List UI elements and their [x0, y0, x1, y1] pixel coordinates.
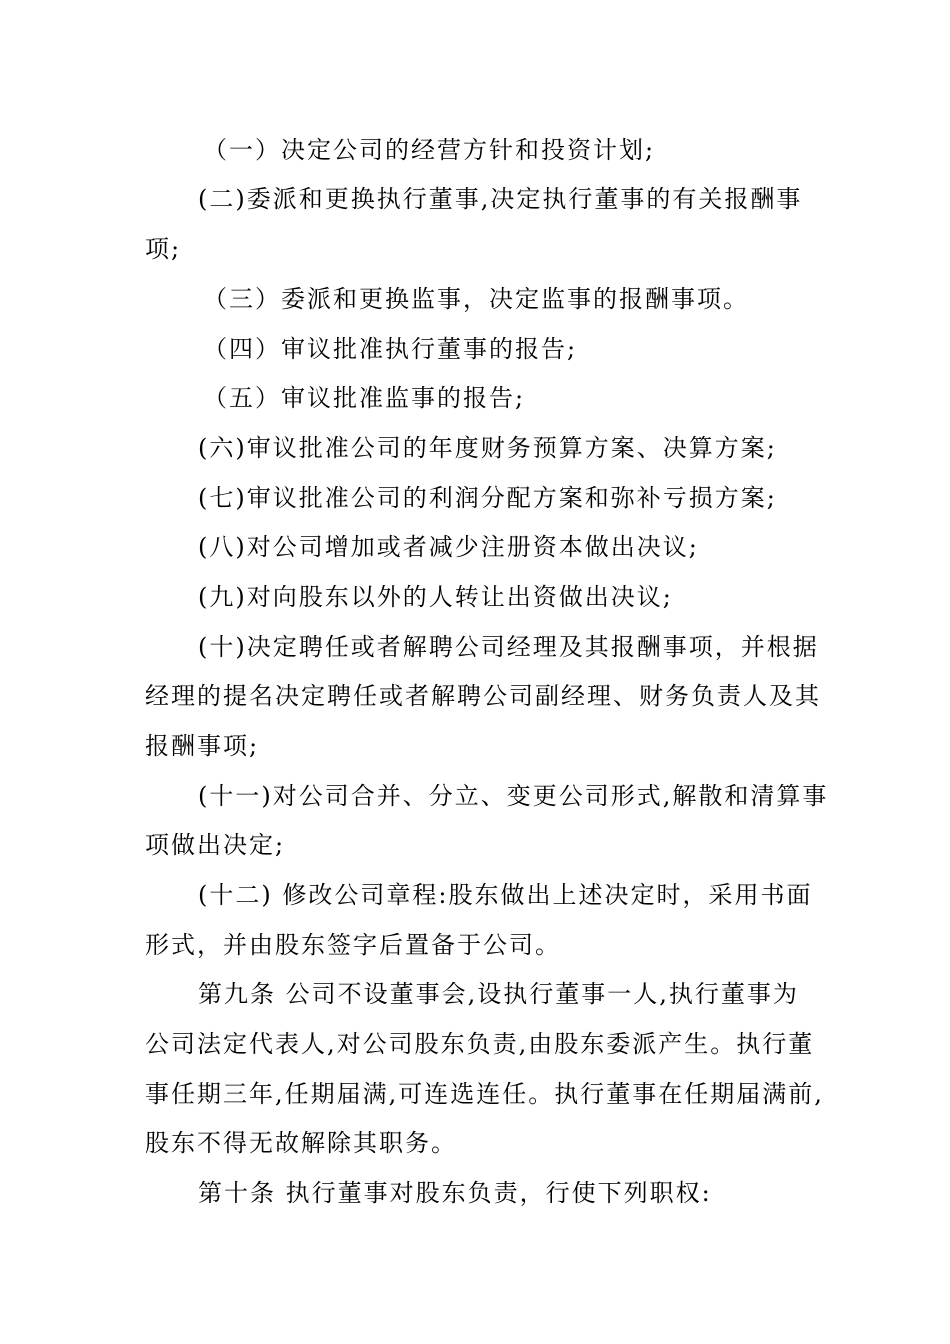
text-line: 项; [145, 235, 182, 263]
text-line: （三）委派和更换监事，决定监事的报酬事项。 [203, 285, 749, 313]
text-line: 股东不得无故解除其职务。 [145, 1129, 457, 1157]
text-line: (九)对向股东以外的人转让出资做出决议; [198, 583, 673, 611]
text-line: 经理的提名决定聘任或者解聘公司副经理、财务负责人及其 [145, 682, 821, 710]
text-line: 项做出决定; [145, 831, 286, 859]
text-line: 形式，并由股东签字后置备于公司。 [145, 931, 561, 959]
text-line: 第九条 公司不设董事会,设执行董事一人,执行董事为 [198, 980, 799, 1008]
text-line: 第十条 执行董事对股东负责，行使下列职权: [198, 1179, 712, 1207]
text-line: (六)审议批准公司的年度财务预算方案、决算方案; [198, 434, 777, 462]
text-line: 事任期三年,任期届满,可连选连任。执行董事在任期届满前, [145, 1080, 824, 1108]
text-line: 公司法定代表人,对公司股东负责,由股东委派产生。执行董 [145, 1030, 815, 1058]
text-line: (十二) 修改公司章程:股东做出上述决定时，采用书面 [198, 881, 813, 909]
text-line: (七)审议批准公司的利润分配方案和弥补亏损方案; [198, 484, 777, 512]
text-line: (八)对公司增加或者减少注册资本做出决议; [198, 533, 699, 561]
text-line: (十一)对公司合并、分立、变更公司形式,解散和清算事 [198, 782, 829, 810]
text-line: （一）决定公司的经营方针和投资计划; [203, 136, 656, 164]
text-line: （五）审议批准监事的报告; [203, 384, 526, 412]
text-line: (十)决定聘任或者解聘公司经理及其报酬事项，并根据 [198, 633, 819, 661]
text-line: （四）审议批准执行董事的报告; [203, 335, 578, 363]
text-line: 报酬事项; [145, 732, 260, 760]
text-line: (二)委派和更换执行董事,决定执行董事的有关报酬事 [198, 185, 803, 213]
